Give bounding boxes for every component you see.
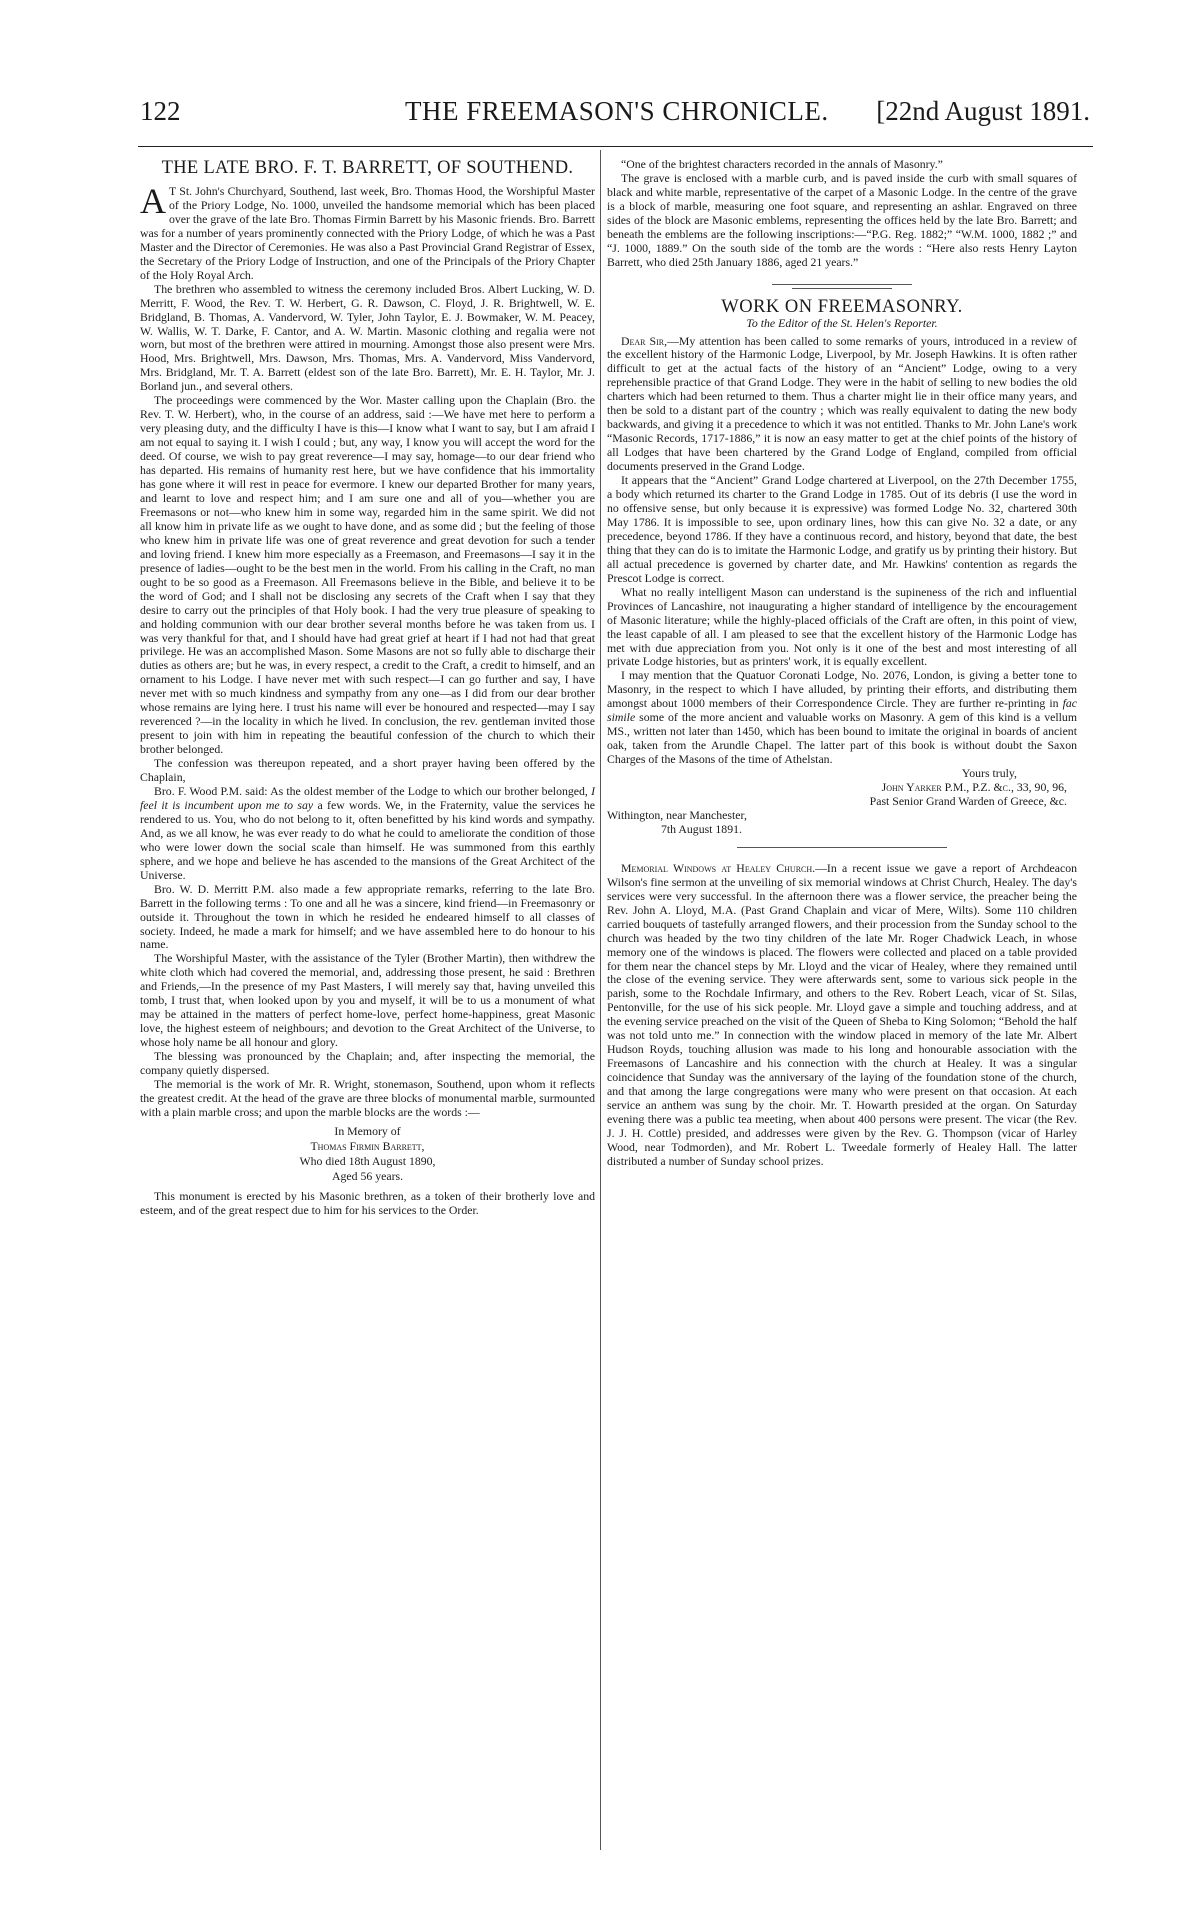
section-separator: [737, 847, 947, 848]
masthead: THE FREEMASON'S CHRONICLE.: [405, 96, 829, 126]
paragraph-text: a few words. We, in the Fraternity, value the services he rendered to us. You, who do not belong to it, often benefitted by his kind words and sympathy. And, as we all know, he was ever ready to do what he could to ameliorate the condition of those who were lower down the social scale than himself. He was summoned from this earthly sphere, and we hope and believe he has ascended to the mansions of the Great Architect of the Universe.: [140, 797, 595, 882]
letter-closing: Yours truly,: [961, 766, 1017, 781]
article-paragraph: The confession was thereupon repeated, and a short prayer having been offered by the Chaplain,: [140, 756, 595, 785]
left-column: [140, 158, 595, 1218]
letter-paragraph: It appears that the “Ancient” Grand Lodge chartered at Liverpool, on the 27th December 1755, a body which returned its charter to the Grand Lodge in 1785. Out of its debris (I use the word in no offensive sense, but only because it is expressive) was formed Lodge No. 32, chartered 30th May 1786. It is impossible to see, upon ordinary lines, how this can give No. 32 a date, or any precedence, beyond 1786. If they have a continuous record, and history, beyond that date, the best thing that they can do is to imitate the Harmonic Lodge, and gratify us by printing their history. But all actual precedence is governed by charter date, and Mr. Hawkins' contention as regards the Prescot Lodge is correct.: [607, 473, 1077, 585]
article-paragraph: The brethren who assembled to witness the ceremony included Bros. Albert Lucking, W. D. Merritt, F. Wood, the Rev. T. W. Herbert, G. R. Dawson, C. Floyd, J. R. Brightwell, W. E. Bridgland, B. Thomas, A. Vandervord, W. Tyler, John Taylor, E. J. Bowmaker, W. M. Peacey, W. Wallis, W. T. Darke, F. Cantor, and A. W. Martin. Masonic clothing and regalia were not worn, but most of the brethren were attired in mourning. Amongst those also present were Mrs. Hood, Mrs. Brightwell, Mrs. Dawson, Mrs. Thomas, Mrs. A. Vandervord, Miss Vandervord, Mrs. Bridgland, Mr. T. A. Barrett (eldest son of the late Bro. Barrett), Mr. E. H. Taylor, Mr. J. Borland jun., and several others.: [140, 281, 595, 394]
right-column: [607, 158, 1077, 1169]
paragraph-text: —In a recent issue we gave a report of Archdeacon Wilson's fine sermon at the unveiling of six memorial windows at Christ Church, Healey. The day's services were very successful. In the afternoon there was a flower service, the preacher being the Rev. John A. Lloyd, M.A. (Past Grand Chaplain and vicar of Mere, Wilts). Some 110 children carried bouquets of tastefully arranged flowers, and their procession from the Sunday school to the church was headed by the two tiny children of the late Mr. Roger Chadwick Leach, in whose memory one of the windows is placed. The flowers were collected and placed on a table provided for them near the chancel steps by Mr. Lloyd and the vicar of Healey, where they remained until the close of the evening service. They were afterwards sent, some to various sick people in the parish, some to the Rochdale Infirmary, and others to the Rev. Robert Leach, vicar of St. Silas, Pentonville, for the use of his sick people. Mr. Lloyd gave a simple and touching address, and at the evening service preached on the visit of the Queen of Sheba to King Solomon; “Behold the half was not told unto me.” In connection with the window placed in memory of the late Mr. Albert Hudson Royds, touching allusion was made to his long and honourable association with the Freemasons of Lancashire and his connection with the church at Healey. It was a singular coincidence that Sunday was the anniversary of the laying of the foundation stone of the church, and that among the large congregations were many who were present on that occasion. At each service an anthem was sung by the choir. Mr. T. Howarth presided at the organ. On Saturday evening there was a public tea meeting, when about 400 persons were present. The vicar (the Rev. J. J. H. Cottle) presided, and addresses were given by the Rev. G. Thompson (vicar of Harley Wood, near Todmorden), and Mr. Robert L. Tweedale formerly of Healey Hall. The latter distributed a number of Sunday school prizes.: [607, 860, 1077, 1168]
page-header: [140, 96, 1090, 138]
inscription-line: Aged 56 years.: [331, 1168, 404, 1183]
italic-text: I feel it is incumbent upon me to say: [140, 783, 595, 812]
article-paragraph: Bro. W. D. Merritt P.M. also made a few appropriate remarks, referring to the late Bro. Barrett in the following terms : To one and all he was a sincere, kind friend—in Freemasonry or outside it. Throughout the town in which he resided he endeared himself to all classes of society. Indeed, he made a mark for himself; and we have assembled here to do honour to his name.: [140, 881, 595, 952]
issue-date: [22nd August 1891.: [876, 96, 1090, 126]
letter-date: 7th August 1891.: [661, 821, 742, 836]
article-paragraph: The blessing was pronounced by the Chaplain; and, after inspecting the memorial, the company quietly dispersed.: [140, 1049, 595, 1078]
paragraph-text: —My attention has been called to some remarks of yours, introduced in a review of the excellent history of the Harmonic Lodge, Liverpool, by Mr. Joseph Hawkins. It is often rather difficult to get at the actual facts of the history of an “Ancient” Lodge, owing to a very reprehensible practice of that Grand Lodge. They were in the habit of selling to new bodies the old charters which had been returned to them. Thus a charter might lie in their office many years, and then be sold to a distant part of the country ; which was really equivalent to dating the new body backwards, and giving it a precedence to which it was not entitled. Thanks to Mr. John Lane's work “Masonic Records, 1717-1886,” it is now an easy matter to get at the chief points of the history of all Lodges that have been chartered by the Grand Lodge of England, compiled from official documents preserved in the Grand Lodge.: [607, 333, 1077, 474]
article-title-work: WORK ON FREEMASONRY.: [721, 296, 963, 317]
letter-paragraph: [607, 669, 1077, 767]
italic-text: fac simile: [607, 696, 1077, 725]
letter-paragraph: What no really intelligent Mason can understand is the supineness of the rich and influential Provinces of Lancashire, not inaugurating a higher standard of intelligence by the encouragement of Masonic literature; while the highly-placed officials of the Craft are often, in this point of view, the least capable of all. I am pleased to see that the excellent history of the Harmonic Lodge has met with due appreciation from you. Not only is it one of the best and most interesting of all private Lodge histories, but as printers' work, it is equally excellent.: [607, 584, 1077, 669]
memorial-windows-paragraph: [607, 862, 1077, 1169]
inscription-line: Thomas Firmin Barrett,: [310, 1138, 425, 1153]
page-number: 122: [140, 96, 181, 126]
article-paragraph: This monument is erected by his Masonic brethren, as a token of their brotherly love and esteem, and of the great respect due to him for his services to the Order.: [140, 1188, 595, 1217]
paragraph-text: T St. John's Churchyard, Southend, last week, Bro. Thomas Hood, the Worshipful Master of the Priory Lodge, No. 1000, unveiled the handsome memorial which has been placed over the grave of the late Bro. Thomas Firmin Barrett by his Masonic friends. Bro. Barrett was for a number of years prominently connected with the Priory Lodge, of which he was a Past Master and the Director of Ceremonies. He was also a Past Provincial Grand Registrar of Essex, the Secretary of the Priory Lodge of Instruction, and one of the Principals of the Priory Chapter of the Holy Royal Arch.: [140, 184, 595, 282]
article-paragraph: [140, 785, 595, 883]
article-paragraph: The Worshipful Master, with the assistance of the Tyler (Brother Martin), then withdrew the white cloth which had covered the memorial, and, addressing those present, he said : Brethren and Friends,—In the presence of my Past Masters, I will merely say that, having unveiled this tomb, I trust that, when looked upon by you and myself, it will be to us a monument of what may be attained in the matters of perfect home-love, perfect home-happiness, great Masonic love, the highest esteem of neighbours; and devotion to the Great Architect of the Universe, to whose holy name be all honour and glory.: [140, 951, 595, 1050]
paragraph-text: I may mention that the Quatuor Coronati Lodge, No. 2076, London, is giving a better tone to Masonry, in the respect to which I have alluded, by printing their efforts, and distributing them amongst about 1000 members of their Correspondence Circle. They are further re-printing in: [607, 668, 1077, 711]
paragraph-heading: Memorial Windows at Healey Church.: [621, 860, 816, 875]
article-paragraph: “One of the brightest characters recorded in the annals of Masonry.”: [621, 157, 943, 171]
memorial-inscription: [140, 1124, 595, 1184]
article-paragraph: The grave is enclosed with a marble curb, and is paved inside the curb with small squares of black and white marble, representative of the carpet of a Masonic Lodge. In the centre of the grave is a block of marble, measuring one foot square, and representing an ashlar. Engraved on three sides of the block are Masonic emblems, representing the offices held by the late Bro. Barrett; and beneath the emblems are the following inscriptions:—“P.G. Reg. 1882;” “W.M. 1000, 1882 ;” and “J. 1000, 1889.” On the south side of the tomb are the words : “Here also rests Henry Layton Barrett, who died 25th January 1886, aged 21 years.”: [607, 170, 1077, 269]
letter-signer: [607, 781, 1077, 795]
article-paragraph: The memorial is the work of Mr. R. Wright, stonemason, Southend, upon whom it reflects the greatest credit. At the head of the grave are three blocks of monumental marble, surmounted with a plain marble cross; and upon the marble blocks are the words :—: [140, 1077, 595, 1119]
section-separator: [772, 284, 912, 285]
article-paragraph: The proceedings were commenced by the Wor. Master calling upon the Chaplain (Bro. the Rev. T. W. Herbert), who, in the course of an address, said :—We have met here to perform a very pleasing duty, and the difficulty I have is this—I know what I want to say, but I am afraid I am not equal to saying it. I wish I could ; but, any way, I know you will accept the word for the deed. Of course, we wish to pay great reverence—I may say, homage—to our dear friend who has departed. His remains of humanity rest here, but we have confidence that his immortality has gone where it will rest in peace for evermore. I knew our departed Brother for many years, and learnt to love and respect him; and I am sure one and all of you—whether you are Freemasons or not—who knew him in some way, regarded him in the same spirit. We did not all know him in private life as we ought to have done, and as some did ; but the feeling of those who knew him in private life was one of great reverence and great devotion for such a tender and loving friend. I knew him more especially as a Freemason, and Freemasons—I say it in the presence of ladies—ought to be the best men in the world. From his calling in the Craft, no man ought to be so good as a Freemason. All Freemasons believe in the Bible, and believe it to be the word of God; and I shall not be disclosing any secrets of the Craft when I say that they desire to carry out the principles of that Holy book. I had the very true pleasure of speaking to and holding communion with our dear brother several months before he was taken from us. I was very thankful for that, and I should have had great grief at heart if I had not had that great privilege. He was an accomplished Mason. Some Masons are not so fully able to discharge their duties as others are; but he was, in every respect, a credit to the Craft, a credit to himself, and an ornament to his Lodge. I have never met with such respect—I can go further and say, I have never met with so much kindness and sympathy from any one—as I did from our dear brother whose remains are lying here. I trust his name will ever be honoured and respected—may I say reverenced ?—in the locality in which he lived. In conclusion, the rev. gentleman invited those present to join with him in repeating the beautiful confession of the church to which their brother belonged.: [140, 393, 595, 757]
paragraph-text: Bro. F. Wood P.M. said: As the oldest member of the Lodge to which our brother belonged,: [154, 783, 592, 798]
article-title-barrett: THE LATE BRO. F. T. BARRETT, OF SOUTHEND.: [161, 158, 574, 178]
letter-paragraph: [607, 335, 1077, 475]
header-rule: [138, 146, 1093, 147]
inscription-line: In Memory of: [334, 1123, 401, 1138]
signer-name: John Yarker P.M., P.Z. &c., 33, 90, 96,: [881, 780, 1067, 795]
article-paragraph: [140, 181, 595, 283]
inscription-line: Who died 18th August 1890,: [299, 1153, 436, 1168]
column-divider: [600, 150, 601, 1850]
drop-cap: A: [140, 181, 166, 221]
article-subtitle: To the Editor of the St. Helen's Reporter.: [746, 315, 938, 330]
salutation: Dear Sir,: [621, 333, 668, 348]
paragraph-text: some of the more ancient and valuable works on Masonry. A gem of this kind is a vellum MS., written not later than 1450, which has been bound to imitate the original in boards of ancient oak, taken from the Arundle Chapel. The latter part of this book is without doubt the Saxon Charges of the Masons of the time of Athelstan.: [607, 710, 1077, 767]
letter-place: Withington, near Manchester,: [607, 807, 747, 822]
letter-signer-title: Past Senior Grand Warden of Greece, &c.: [869, 793, 1067, 808]
